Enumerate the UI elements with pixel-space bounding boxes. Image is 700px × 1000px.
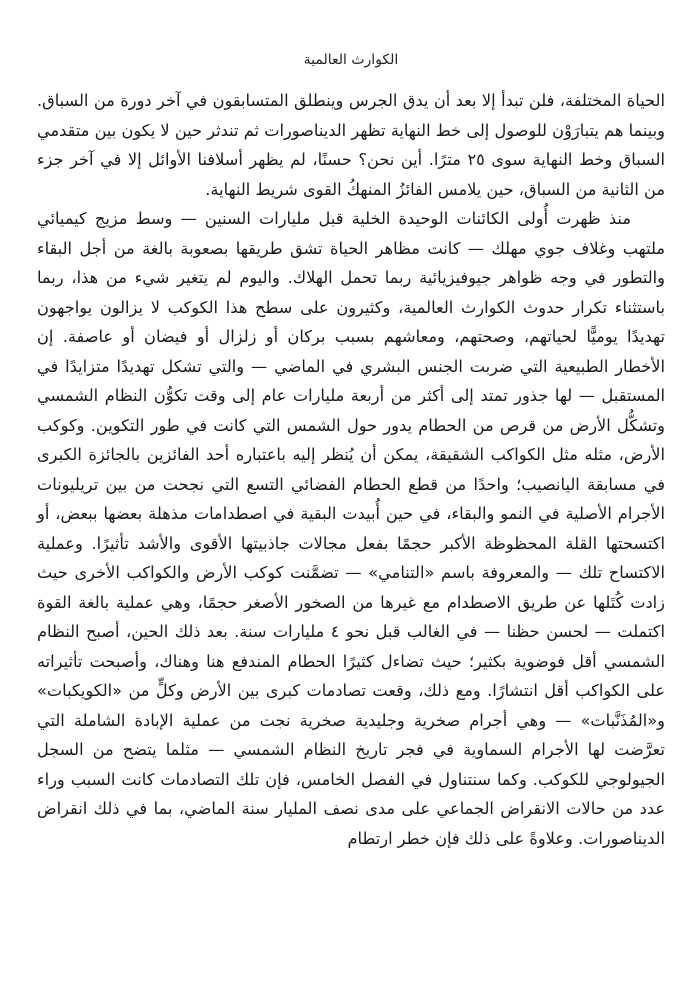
paragraph-continuation: الحياة المختلفة، فلن تبدأ إلا بعد أن يدق الجرس وينطلق المتسابقون في آخر دورة من السباق. وبينما هم يتبارَوْن للوصول إلى خط النهاية تظهر الديناصورات ثم تندثر حين لا يكون بين متقدمي السباق وخط النهاية سوى ٢٥ مترًا. أين نحن؟ حسنًا، لم يظهر أسلافنا الأوائل إلا في آخر جزء من الثانية من السباق، حين يلامس الفائزُ المنهكُ القوى شريط النهاية. bbox=[37, 91, 665, 199]
paragraph-main: منذ ظهرت أُولى الكائنات الوحيدة الخلية قبل مليارات السنين — وسط مزيج كيميائي ملتهب وغلاف جوي مهلك — كانت مظاهر الحياة تشق طريقها بصعوبة بالغة من أجل البقاء والتطور في وجه ظواهر جيوفيزيائية ربما تحمل الهلاك. واليوم لم يتغير شيء من هذا، ربما باستثناء تكرار حدوث الكوارث العالمية، وكثيرون على سطح هذا الكوكب لا يزالون يواجهون تهديدًا يوميًّا لحياتهم، وصحتهم، ومعاشهم بسبب بركان أو زلزال أو فيضان أو عاصفة. إن الأخطار الطبيعية التي ضربت الجنس البشري في الماضي — والتي تشكل تهديدًا متزايدًا في المستقبل — لها جذور تمتد إلى أكثر من أربعة مليارات عام إلى وقت تكوُّن النظام الشمسي وتشكُّل الأرض من قرص من الحطام يدور حول الشمس التي كانت في طور التكوين. وكوكب الأرض، مثله مثل الكواكب الشقيقة، يمكن أن يُنظر إليه باعتباره أحد الفائزين بالجائزة الكبرى في مسابقة اليانصيب؛ واحدًا من قطع الحطام الفضائي التسع التي نجحت من بين تريليونات الأجرام الأصلية في النمو والبقاء، في حين أُبيدت البقية في اصطدامات مذهلة بعضها ببعض، أو اكتسحتها القلة المحظوظة الأكبر حجمًا بفعل مجالات جاذبيتها الأقوى والأشد تأثيرًا. وعملية الاكتساح تلك — والمعروفة باسم «التنامي» — تضمَّنت كوكب الأرض والكواكب الأخرى حيث زادت كُتَلها عن طريق الاصطدام مع غيرها من الصخور الأصغر حجمًا، وهي عملية بالغة القوة اكتملت — لحسن حظنا — في الغالب قبل نحو ٤ مليارات سنة. بعد ذلك الحين، أصبح النظام الشمسي أقل فوضوية بكثير؛ حيث تضاءل كثيرًا الحطام المندفع هنا وهناك، وأصبحت تأثيراته على الكواكب أقل انتشارًا. ومع ذلك، وقعت تصادمات كبرى بين الأرض وكلٍّ من «الكويكبات» و«المُذَنَّبات» — وهي أجرام صخرية وجليدية صخرية نجت من عملية الإبادة الشاملة التي تعرَّضت لها الأجرام السماوية في فجر تاريخ النظام الشمسي — مثلما يتضح من السجل الجيولوجي للكوكب. وكما سنتناول في الفصل الخامس، فإن تلك التصادمات كانت السبب وراء عدد من حالات الانقراض الجماعي على مدى نصف المليار سنة الماضي، بما في ذلك انقراض الديناصورات. وعلاوةً على ذلك فإن خطر ارتطام bbox=[37, 209, 665, 848]
running-head-title: الكوارث العالمية bbox=[303, 52, 399, 68]
body-text bbox=[37, 86, 665, 853]
